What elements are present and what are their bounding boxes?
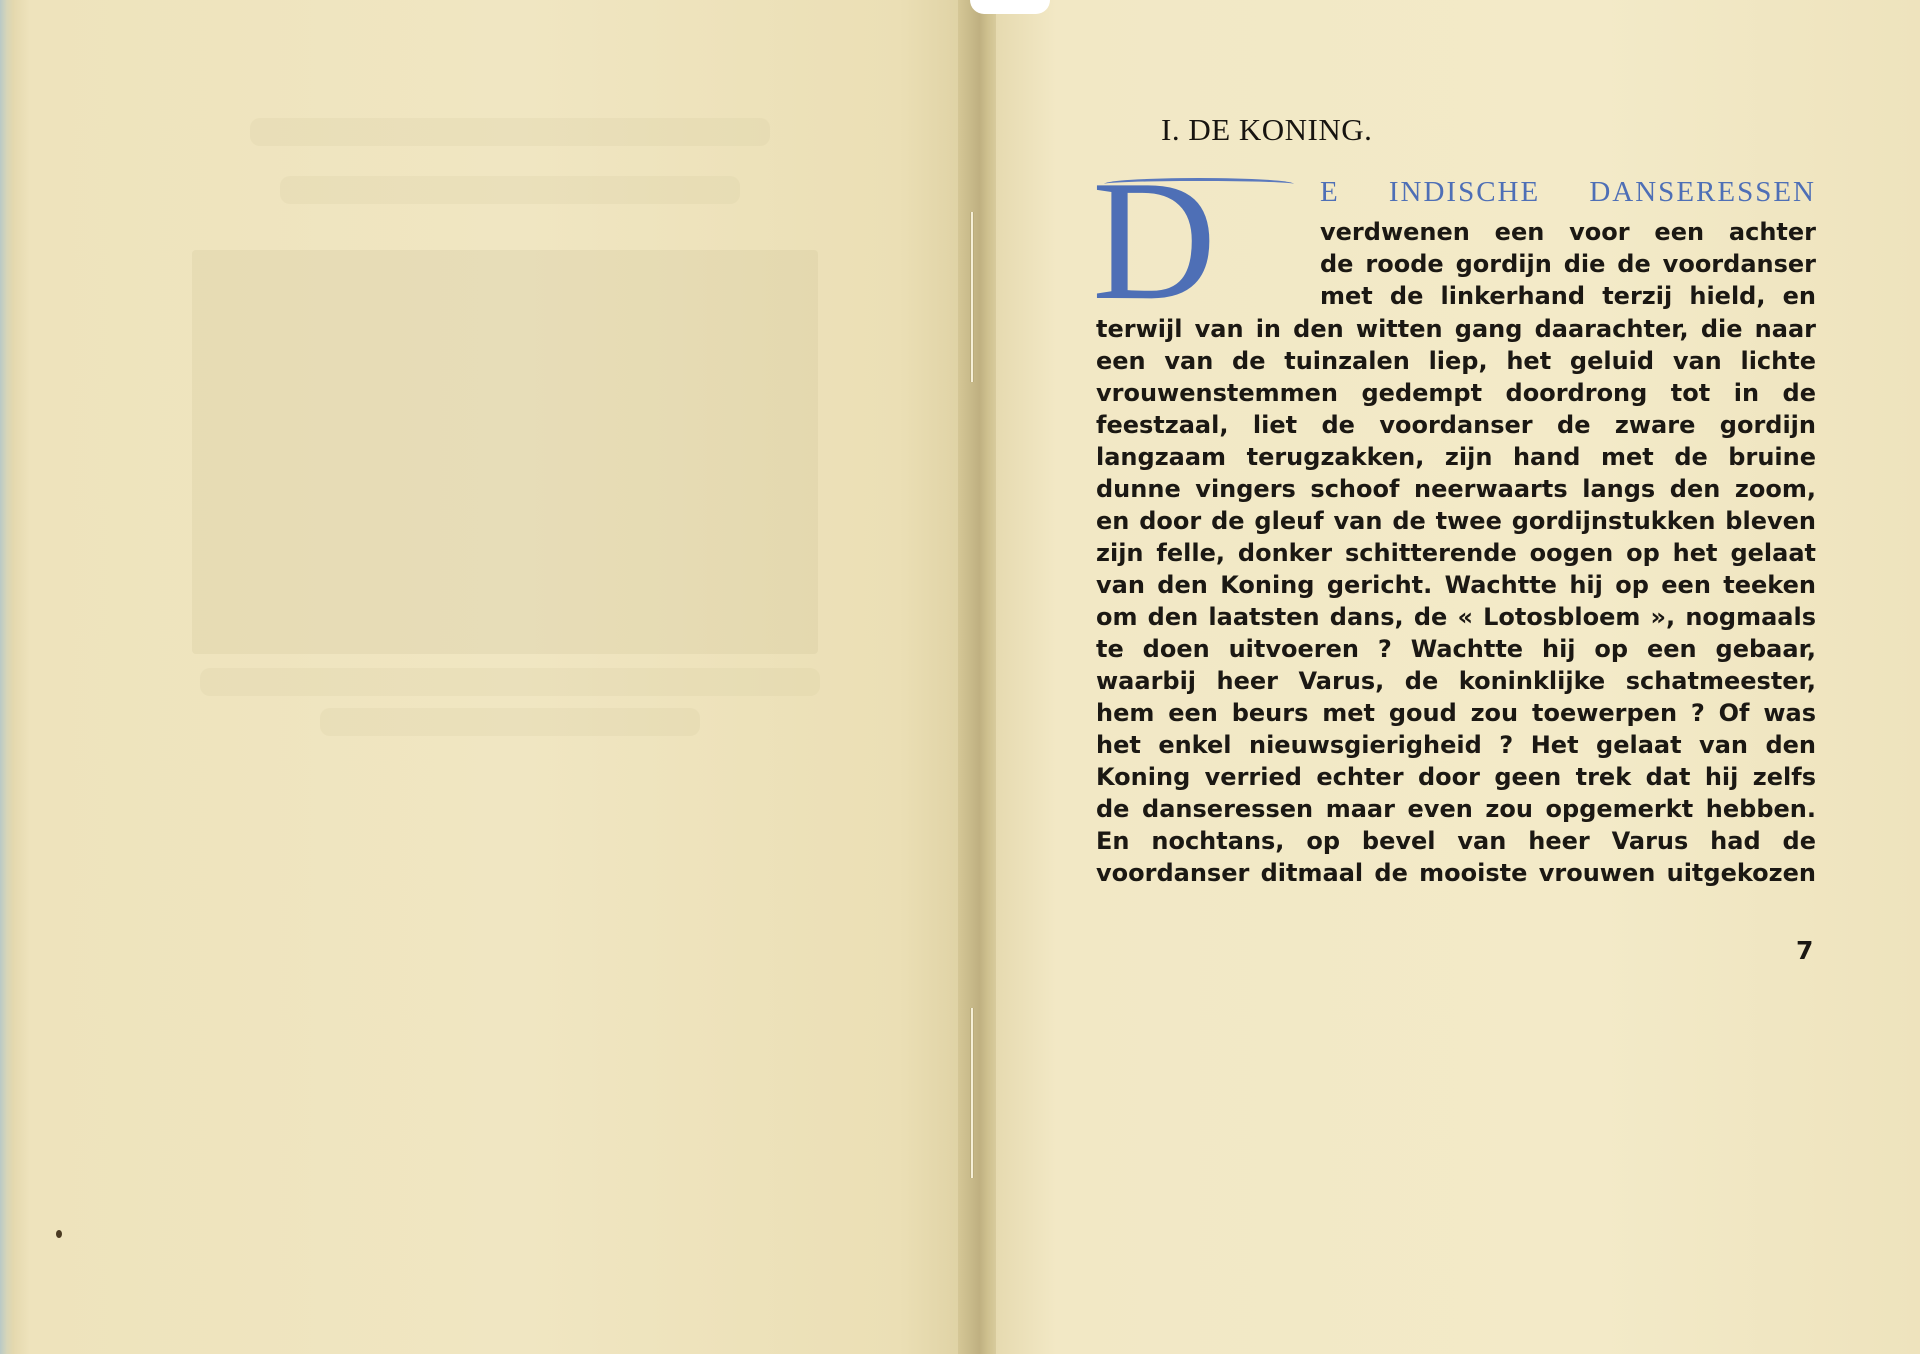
text-line: voordanser ditmaal de mooiste vrouwen uitgekozen bbox=[1096, 859, 1816, 887]
left-page-edge bbox=[0, 0, 14, 1354]
show-through-line bbox=[320, 708, 700, 736]
text-line: waarbij heer Varus, de koninklijke schatmeester, bbox=[1096, 667, 1816, 695]
text-line: Koning verried echter door geen trek dat hij zelfs bbox=[1096, 763, 1816, 791]
text-line: van den Koning gericht. Wachtte hij op een teeken bbox=[1096, 571, 1816, 599]
text-line: vrouwenstemmen gedempt doordrong tot in de bbox=[1096, 379, 1816, 407]
text-line: de roode gordijn die de voordanser bbox=[1320, 250, 1816, 278]
show-through-line bbox=[250, 118, 770, 146]
text-line: hem een beurs met goud zou toewerpen ? Of was bbox=[1096, 699, 1816, 727]
torn-corner bbox=[970, 0, 1050, 14]
text-line: een van de tuinzalen liep, het geluid van lichte bbox=[1096, 347, 1816, 375]
show-through-illustration bbox=[192, 250, 818, 654]
show-through-line bbox=[200, 668, 820, 696]
text-line: terwijl van in den witten gang daarachter, die naar bbox=[1096, 315, 1816, 343]
text-line: feestzaal, liet de voordanser de zware gordijn bbox=[1096, 411, 1816, 439]
show-through-line bbox=[280, 176, 740, 204]
ink-speck bbox=[56, 1230, 62, 1238]
binding-stitch bbox=[970, 212, 974, 382]
text-line: met de linkerhand terzij hield, en bbox=[1320, 282, 1816, 310]
text-line: om den laatsten dans, de « Lotosbloem », nogmaals bbox=[1096, 603, 1816, 631]
text-line: langzaam terugzakken, zijn hand met de bruine bbox=[1096, 443, 1816, 471]
drop-cap-initial: D bbox=[1092, 146, 1217, 336]
text-line: en door de gleuf van de twee gordijnstukken bleven bbox=[1096, 507, 1816, 535]
text-line: te doen uitvoeren ? Wachtte hij op een gebaar, bbox=[1096, 635, 1816, 663]
text-line: de danseressen maar even zou opgemerkt hebben. bbox=[1096, 795, 1816, 823]
chapter-title: I. DE KONING. bbox=[1161, 112, 1373, 147]
lead-in-capitals: E INDISCHE DANSERESSEN bbox=[1320, 176, 1816, 208]
text-line: verdwenen een voor een achter bbox=[1320, 218, 1816, 246]
text-line: En nochtans, op bevel van heer Varus had de bbox=[1096, 827, 1816, 855]
page-number: 7 bbox=[1796, 936, 1814, 965]
text-line: het enkel nieuwsgierigheid ? Het gelaat van den bbox=[1096, 731, 1816, 759]
text-line: zijn felle, donker schitterende oogen op het gelaat bbox=[1096, 539, 1816, 567]
binding-stitch bbox=[970, 1008, 974, 1178]
text-line: dunne vingers schoof neerwaarts langs den zoom, bbox=[1096, 475, 1816, 503]
